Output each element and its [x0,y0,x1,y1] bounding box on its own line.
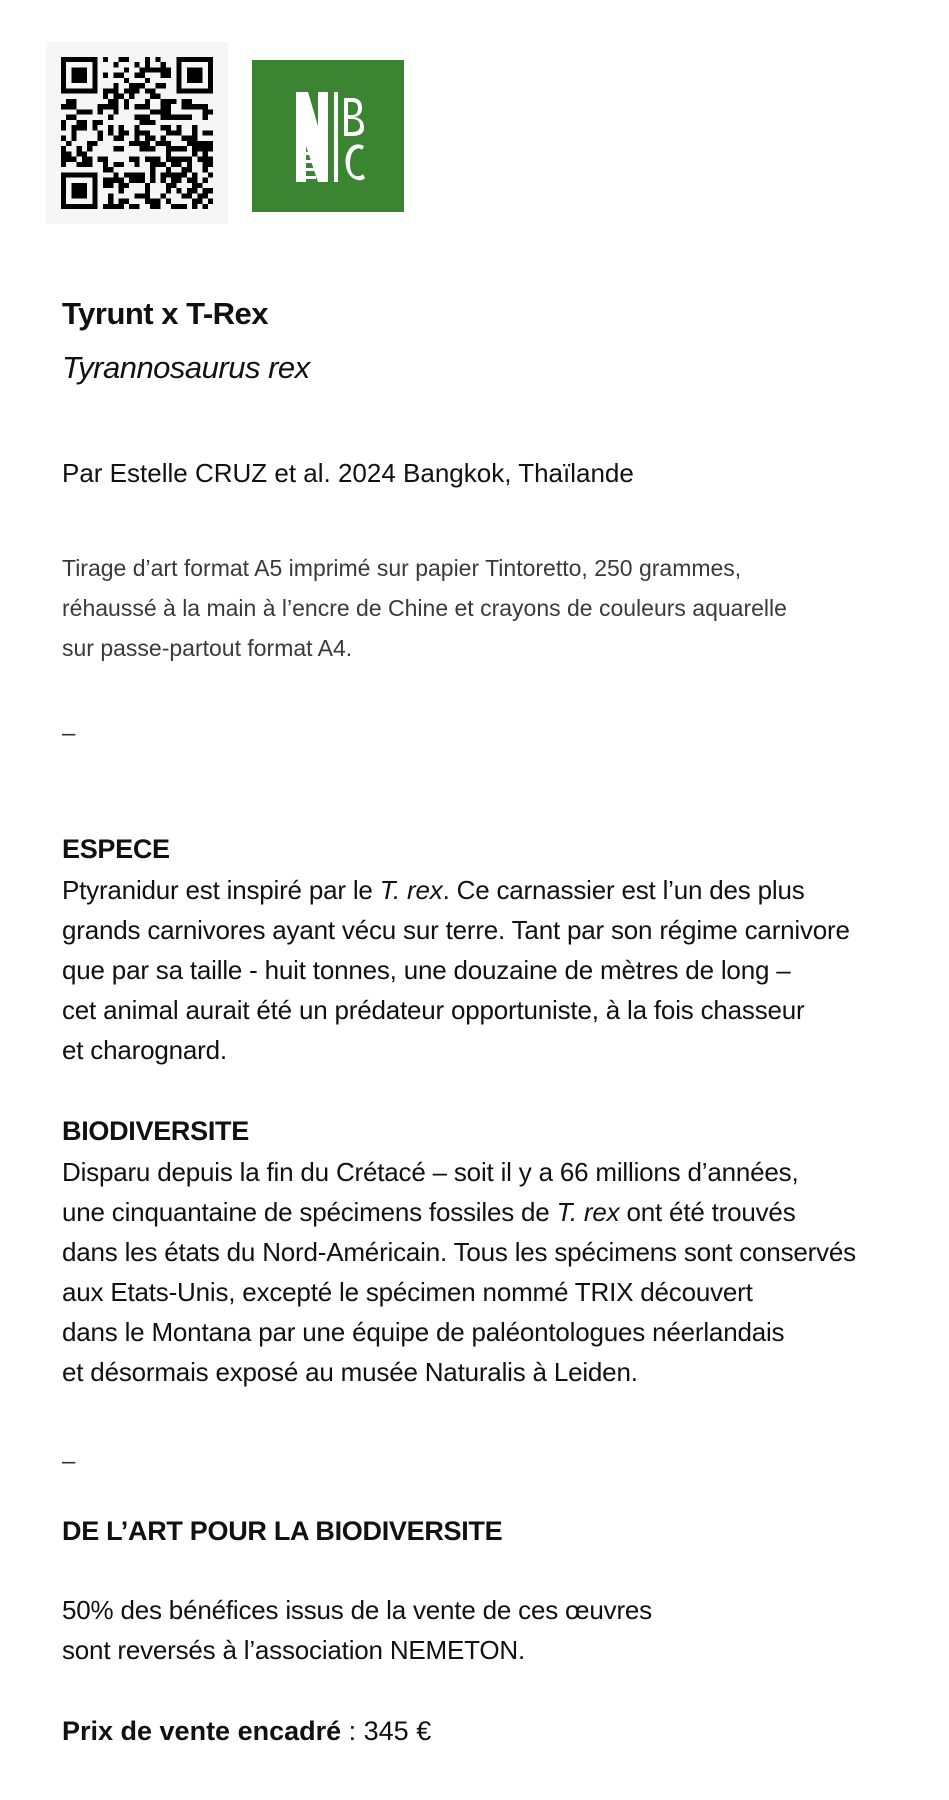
artwork-description: Tirage d’art format A5 imprimé sur papier Tintoretto, 250 grammes, réhaussé à la main à l’encre de Chine et crayons de couleurs aquarelle sur passe-partout format A4. [62,555,787,661]
art-section-paragraph [62,1590,902,1670]
species-italic: T. rex [556,1197,620,1227]
separator-dash: – [62,720,76,747]
header-row [46,42,404,224]
author-line: Par Estelle CRUZ et al. 2024 Bangkok, Thaïlande [62,458,634,488]
paragraph-line: cet animal aurait été un prédateur opportuniste, à la fois chasseur [62,995,805,1025]
qr-code-icon [61,57,213,209]
paragraph-line: et charognard. [62,1035,227,1065]
artwork-title: Tyrunt x T-Rex [62,296,269,331]
paragraph-line: aux Etats-Unis, excepté le spécimen nommé TRIX découvert [62,1277,753,1307]
biodiversite-paragraph [62,1152,902,1392]
paragraph-line: sont reversés à l’association NEMETON. [62,1635,525,1665]
latin-name: Tyrannosaurus rex [62,350,310,385]
price-value: : 345 € [341,1716,432,1746]
paragraph-line: Disparu depuis la fin du Crétacé – soit il y a 66 millions d’années, [62,1157,799,1187]
nbc-logo [252,60,404,212]
price-label: Prix de vente encadré [62,1716,342,1746]
paragraph-line: Ptyranidur est inspiré par le T. rex. Ce carnassier est l’un des plus [62,875,805,905]
paragraph-line: dans les états du Nord-Américain. Tous les spécimens sont conservés [62,1237,856,1267]
paragraph-line: grands carnivores ayant vécu sur terre. Tant par son régime carnivore [62,915,850,945]
paragraph-line: et désormais exposé au musée Naturalis à Leiden. [62,1357,638,1387]
species-italic: T. rex [379,875,443,905]
espece-heading: ESPECE [62,834,170,864]
paragraph-line: une cinquantaine de spécimens fossiles de T. rex ont été trouvés [62,1197,796,1227]
paragraph-line: dans le Montana par une équipe de paléontologues néerlandais [62,1317,785,1347]
paragraph-line: 50% des bénéfices issus de la vente de ces œuvres [62,1595,652,1625]
qr-code[interactable] [46,42,228,224]
espece-paragraph [62,870,902,1070]
biodiversite-heading: BIODIVERSITE [62,1116,249,1146]
paragraph-line: que par sa taille - huit tonnes, une douzaine de mètres de long – [62,955,791,985]
art-section-heading: DE L’ART POUR LA BIODIVERSITE [62,1516,503,1546]
price-line [62,1716,431,1747]
nbc-logo-icon [252,60,404,212]
separator-dash: – [62,1448,76,1475]
